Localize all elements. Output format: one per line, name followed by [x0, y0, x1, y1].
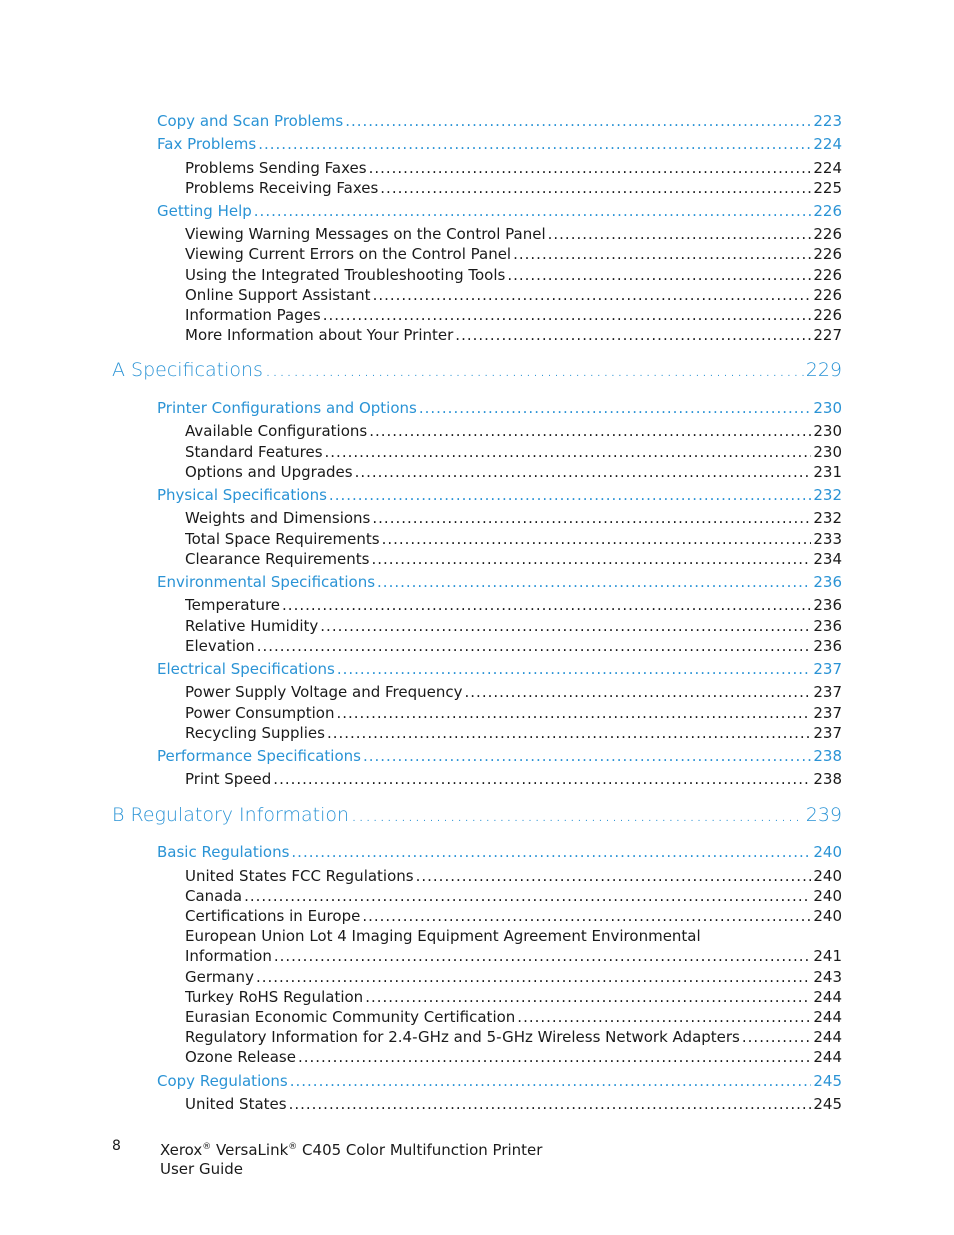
toc-entry-page: 223	[813, 112, 842, 130]
toc-subsection-entry[interactable]	[185, 683, 842, 703]
toc-subsection-entry[interactable]	[185, 1008, 842, 1028]
dot-leader	[513, 245, 811, 263]
toc-entry-title: Problems Sending Faxes	[185, 159, 367, 177]
toc-entry-page: 241	[813, 947, 842, 965]
dot-leader	[363, 747, 811, 765]
toc-entry-page: 236	[813, 617, 842, 635]
toc-entry-title: Fax Problems	[157, 135, 257, 153]
toc-entry-title: European Union Lot 4 Imaging Equipment Agreement Environmental	[185, 927, 701, 945]
dot-leader	[290, 1072, 812, 1090]
toc-subsection-entry[interactable]	[185, 770, 842, 790]
toc-entry-page: 227	[813, 326, 842, 344]
toc-entry-title: Standard Features	[185, 443, 323, 461]
dot-leader	[517, 1008, 811, 1026]
footer-doc-title: User Guide	[160, 1160, 244, 1178]
dot-leader	[291, 843, 811, 861]
toc-entry-page: 244	[813, 988, 842, 1006]
toc-entry-title: Online Support Assistant	[185, 286, 371, 304]
footer-product	[160, 1138, 542, 1160]
toc-entry-page: 245	[813, 1095, 842, 1113]
dot-leader	[273, 770, 811, 788]
dot-leader	[337, 660, 812, 678]
toc-entry-page: 236	[813, 573, 842, 591]
toc-entry-page: 233	[813, 530, 842, 548]
toc-entry-page: 240	[813, 843, 842, 861]
dot-leader	[336, 704, 811, 722]
toc-entry-title: Environmental Specifications	[157, 573, 376, 591]
toc-subsection-entry[interactable]	[185, 266, 842, 286]
dot-leader	[548, 225, 812, 243]
dot-leader	[371, 550, 811, 568]
toc-subsection-entry[interactable]	[185, 326, 842, 346]
toc-section-entry[interactable]	[157, 112, 842, 132]
dot-leader	[419, 399, 812, 417]
toc-entry-title: Power Consumption	[185, 704, 335, 722]
toc-entry-title: Viewing Warning Messages on the Control Panel	[185, 225, 546, 243]
toc-subsection-entry[interactable]	[185, 947, 842, 967]
toc-entry-page: 231	[813, 463, 842, 481]
toc-section-entry[interactable]	[157, 202, 842, 222]
toc-subsection-entry[interactable]	[185, 509, 842, 529]
toc-subsection-entry[interactable]	[185, 550, 842, 570]
toc-subsection-entry[interactable]	[185, 1028, 842, 1048]
dot-leader	[298, 1048, 811, 1066]
toc-section-entry[interactable]	[157, 747, 842, 767]
toc-subsection-entry[interactable]	[185, 887, 842, 907]
dot-leader	[355, 463, 812, 481]
toc-entry-title: Ozone Release	[185, 1048, 296, 1066]
footer-reg-mark-1: ®	[202, 1142, 212, 1152]
toc-entry-title: Eurasian Economic Community Certification	[185, 1008, 516, 1026]
toc-subsection-entry[interactable]	[185, 988, 842, 1008]
dot-leader	[257, 637, 812, 655]
toc-entry-page: 230	[813, 422, 842, 440]
toc-entry-page: 244	[813, 1028, 842, 1046]
toc-entry-title: Information	[185, 947, 272, 965]
toc-section-entry[interactable]	[157, 843, 842, 863]
toc-entry-title: Getting Help	[157, 202, 252, 220]
dot-leader	[362, 907, 811, 925]
toc-entry-page: 225	[813, 179, 842, 197]
toc-entry-page: 232	[813, 509, 842, 527]
toc-entry-title: Canada	[185, 887, 243, 905]
dot-leader	[365, 988, 811, 1006]
toc-entry-page: 238	[813, 770, 842, 788]
toc-entry-title: Relative Humidity	[185, 617, 319, 635]
toc-entry-page: 243	[813, 968, 842, 986]
dot-leader	[377, 573, 811, 591]
toc-section-entry[interactable]	[157, 135, 842, 155]
dot-leader	[258, 135, 811, 153]
toc-subsection-entry[interactable]	[185, 927, 842, 947]
toc-entry-title: Using the Integrated Troubleshooting Tools	[185, 266, 506, 284]
toc-entry-page: 237	[813, 704, 842, 722]
toc-subsection-entry[interactable]	[185, 1095, 842, 1115]
toc-entry-title: Certifications in Europe	[185, 907, 361, 925]
toc-subsection-entry[interactable]	[185, 617, 842, 637]
toc-entry-title: Copy Regulations	[157, 1072, 288, 1090]
footer	[160, 1138, 542, 1179]
dot-leader	[274, 947, 812, 965]
toc-entry-title: Printer Configurations and Options	[157, 399, 417, 417]
toc-subsection-entry[interactable]	[185, 530, 842, 550]
toc-entry-page: 224	[813, 135, 842, 153]
dot-leader	[329, 486, 811, 504]
toc-entry-title: A Specifications	[112, 359, 263, 381]
toc-entry-title: Basic Regulations	[157, 843, 290, 861]
dot-leader	[369, 422, 811, 440]
toc-subsection-entry[interactable]	[185, 422, 842, 442]
toc-entry-title: Clearance Requirements	[185, 550, 370, 568]
footer-reg-mark-2: ®	[288, 1142, 298, 1152]
footer-model: C405 Color Multifunction Printer	[302, 1141, 543, 1159]
toc-subsection-entry[interactable]	[185, 306, 842, 326]
toc-subsection-entry[interactable]	[185, 596, 842, 616]
toc-entry-title: Weights and Dimensions	[185, 509, 371, 527]
toc-entry-title: Total Space Requirements	[185, 530, 380, 548]
toc-section-entry[interactable]	[157, 573, 842, 593]
toc-entry-page: 226	[813, 286, 842, 304]
dot-leader	[325, 443, 812, 461]
toc-entry-page: 229	[805, 359, 842, 381]
dot-leader	[416, 867, 812, 885]
toc-subsection-entry[interactable]	[185, 907, 842, 927]
toc-entry-page: 236	[813, 596, 842, 614]
toc-entry-page: 234	[813, 550, 842, 568]
toc-section-entry[interactable]	[157, 660, 842, 680]
toc-entry-title: Temperature	[185, 596, 281, 614]
dot-leader	[380, 179, 811, 197]
toc-subsection-entry[interactable]	[185, 159, 842, 179]
dot-leader	[455, 326, 811, 344]
toc-subsection-entry[interactable]	[185, 1048, 842, 1068]
toc-chapter-entry[interactable]	[112, 804, 842, 832]
toc-subsection-entry[interactable]	[185, 968, 842, 988]
page-number: 8	[112, 1138, 121, 1154]
toc-subsection-entry[interactable]	[185, 704, 842, 724]
toc-subsection-entry[interactable]	[185, 245, 842, 265]
toc-entry-title: Information Pages	[185, 306, 321, 324]
toc-entry-title: Electrical Specifications	[157, 660, 335, 678]
dot-leader	[373, 286, 812, 304]
dot-leader	[345, 112, 811, 130]
toc-entry-page: 240	[813, 887, 842, 905]
toc-subsection-entry[interactable]	[185, 637, 842, 657]
dot-leader	[507, 266, 811, 284]
footer-brand: Xerox	[160, 1141, 203, 1159]
toc-entry-title: B Regulatory Information	[112, 804, 350, 826]
toc-entry-page: 226	[813, 245, 842, 263]
toc-entry-title: Elevation	[185, 637, 255, 655]
toc-entry-title: Available Configurations	[185, 422, 368, 440]
toc-subsection-entry[interactable]	[185, 225, 842, 245]
toc-entry-page: 238	[813, 747, 842, 765]
toc-entry-page: 237	[813, 660, 842, 678]
toc-entry-title: Print Speed	[185, 770, 272, 788]
toc-subsection-entry[interactable]	[185, 286, 842, 306]
dot-leader	[327, 724, 811, 742]
toc-entry-title: Regulatory Information for 2.4-GHz and 5-GHz Wireless Network Adapters	[185, 1028, 740, 1046]
dot-leader	[372, 509, 811, 527]
toc-entry-page: 232	[813, 486, 842, 504]
toc-entry-title: Physical Specifications	[157, 486, 327, 504]
footer-product-line: VersaLink	[216, 1141, 289, 1159]
toc-section-entry[interactable]	[157, 486, 842, 506]
toc-subsection-entry[interactable]	[185, 724, 842, 744]
toc-entry-title: Viewing Current Errors on the Control Panel	[185, 245, 512, 263]
dot-leader	[742, 1028, 811, 1046]
toc-entry-title: Performance Specifications	[157, 747, 361, 765]
toc-entry-title: More Information about Your Printer	[185, 326, 454, 344]
toc-entry-page: 245	[813, 1072, 842, 1090]
toc-entry-title: Options and Upgrades	[185, 463, 353, 481]
dot-leader	[320, 617, 811, 635]
toc-entry-title: Recycling Supplies	[185, 724, 325, 742]
toc-subsection-entry[interactable]	[185, 867, 842, 887]
toc-entry-page: 239	[805, 804, 842, 826]
dot-leader	[265, 359, 804, 381]
toc-entry-title: United States	[185, 1095, 287, 1113]
toc-subsection-entry[interactable]	[185, 463, 842, 483]
toc-entry-page: 226	[813, 202, 842, 220]
toc-section-entry[interactable]	[157, 1072, 842, 1092]
toc-entry-page: 236	[813, 637, 842, 655]
toc-entry-title: Problems Receiving Faxes	[185, 179, 379, 197]
toc-entry-title: Germany	[185, 968, 254, 986]
toc-entry-title: United States FCC Regulations	[185, 867, 414, 885]
toc-entry-page: 226	[813, 225, 842, 243]
toc-entry-page: 224	[813, 159, 842, 177]
toc-entry-page: 237	[813, 683, 842, 701]
toc-entry-title: Copy and Scan Problems	[157, 112, 344, 130]
toc-chapter-entry[interactable]	[112, 359, 842, 387]
toc-section-entry[interactable]	[157, 399, 842, 419]
toc-entry-page: 244	[813, 1048, 842, 1066]
toc-subsection-entry[interactable]	[185, 443, 842, 463]
toc-entry-page: 244	[813, 1008, 842, 1026]
dot-leader	[323, 306, 812, 324]
toc-entry-title: Turkey RoHS Regulation	[185, 988, 364, 1006]
dot-leader	[351, 804, 804, 826]
dot-leader	[465, 683, 812, 701]
toc-entry-page: 226	[813, 306, 842, 324]
dot-leader	[369, 159, 812, 177]
toc-entry-page: 226	[813, 266, 842, 284]
dot-leader	[282, 596, 811, 614]
dot-leader	[256, 968, 811, 986]
dot-leader	[244, 887, 811, 905]
toc-entry-page: 240	[813, 867, 842, 885]
toc-subsection-entry[interactable]	[185, 179, 842, 199]
toc-entry-page: 240	[813, 907, 842, 925]
dot-leader	[289, 1095, 812, 1113]
dot-leader	[254, 202, 812, 220]
toc-entry-title: Power Supply Voltage and Frequency	[185, 683, 463, 701]
toc-entry-page: 230	[813, 443, 842, 461]
toc-entry-page: 237	[813, 724, 842, 742]
dot-leader	[382, 530, 812, 548]
toc-entry-page: 230	[813, 399, 842, 417]
